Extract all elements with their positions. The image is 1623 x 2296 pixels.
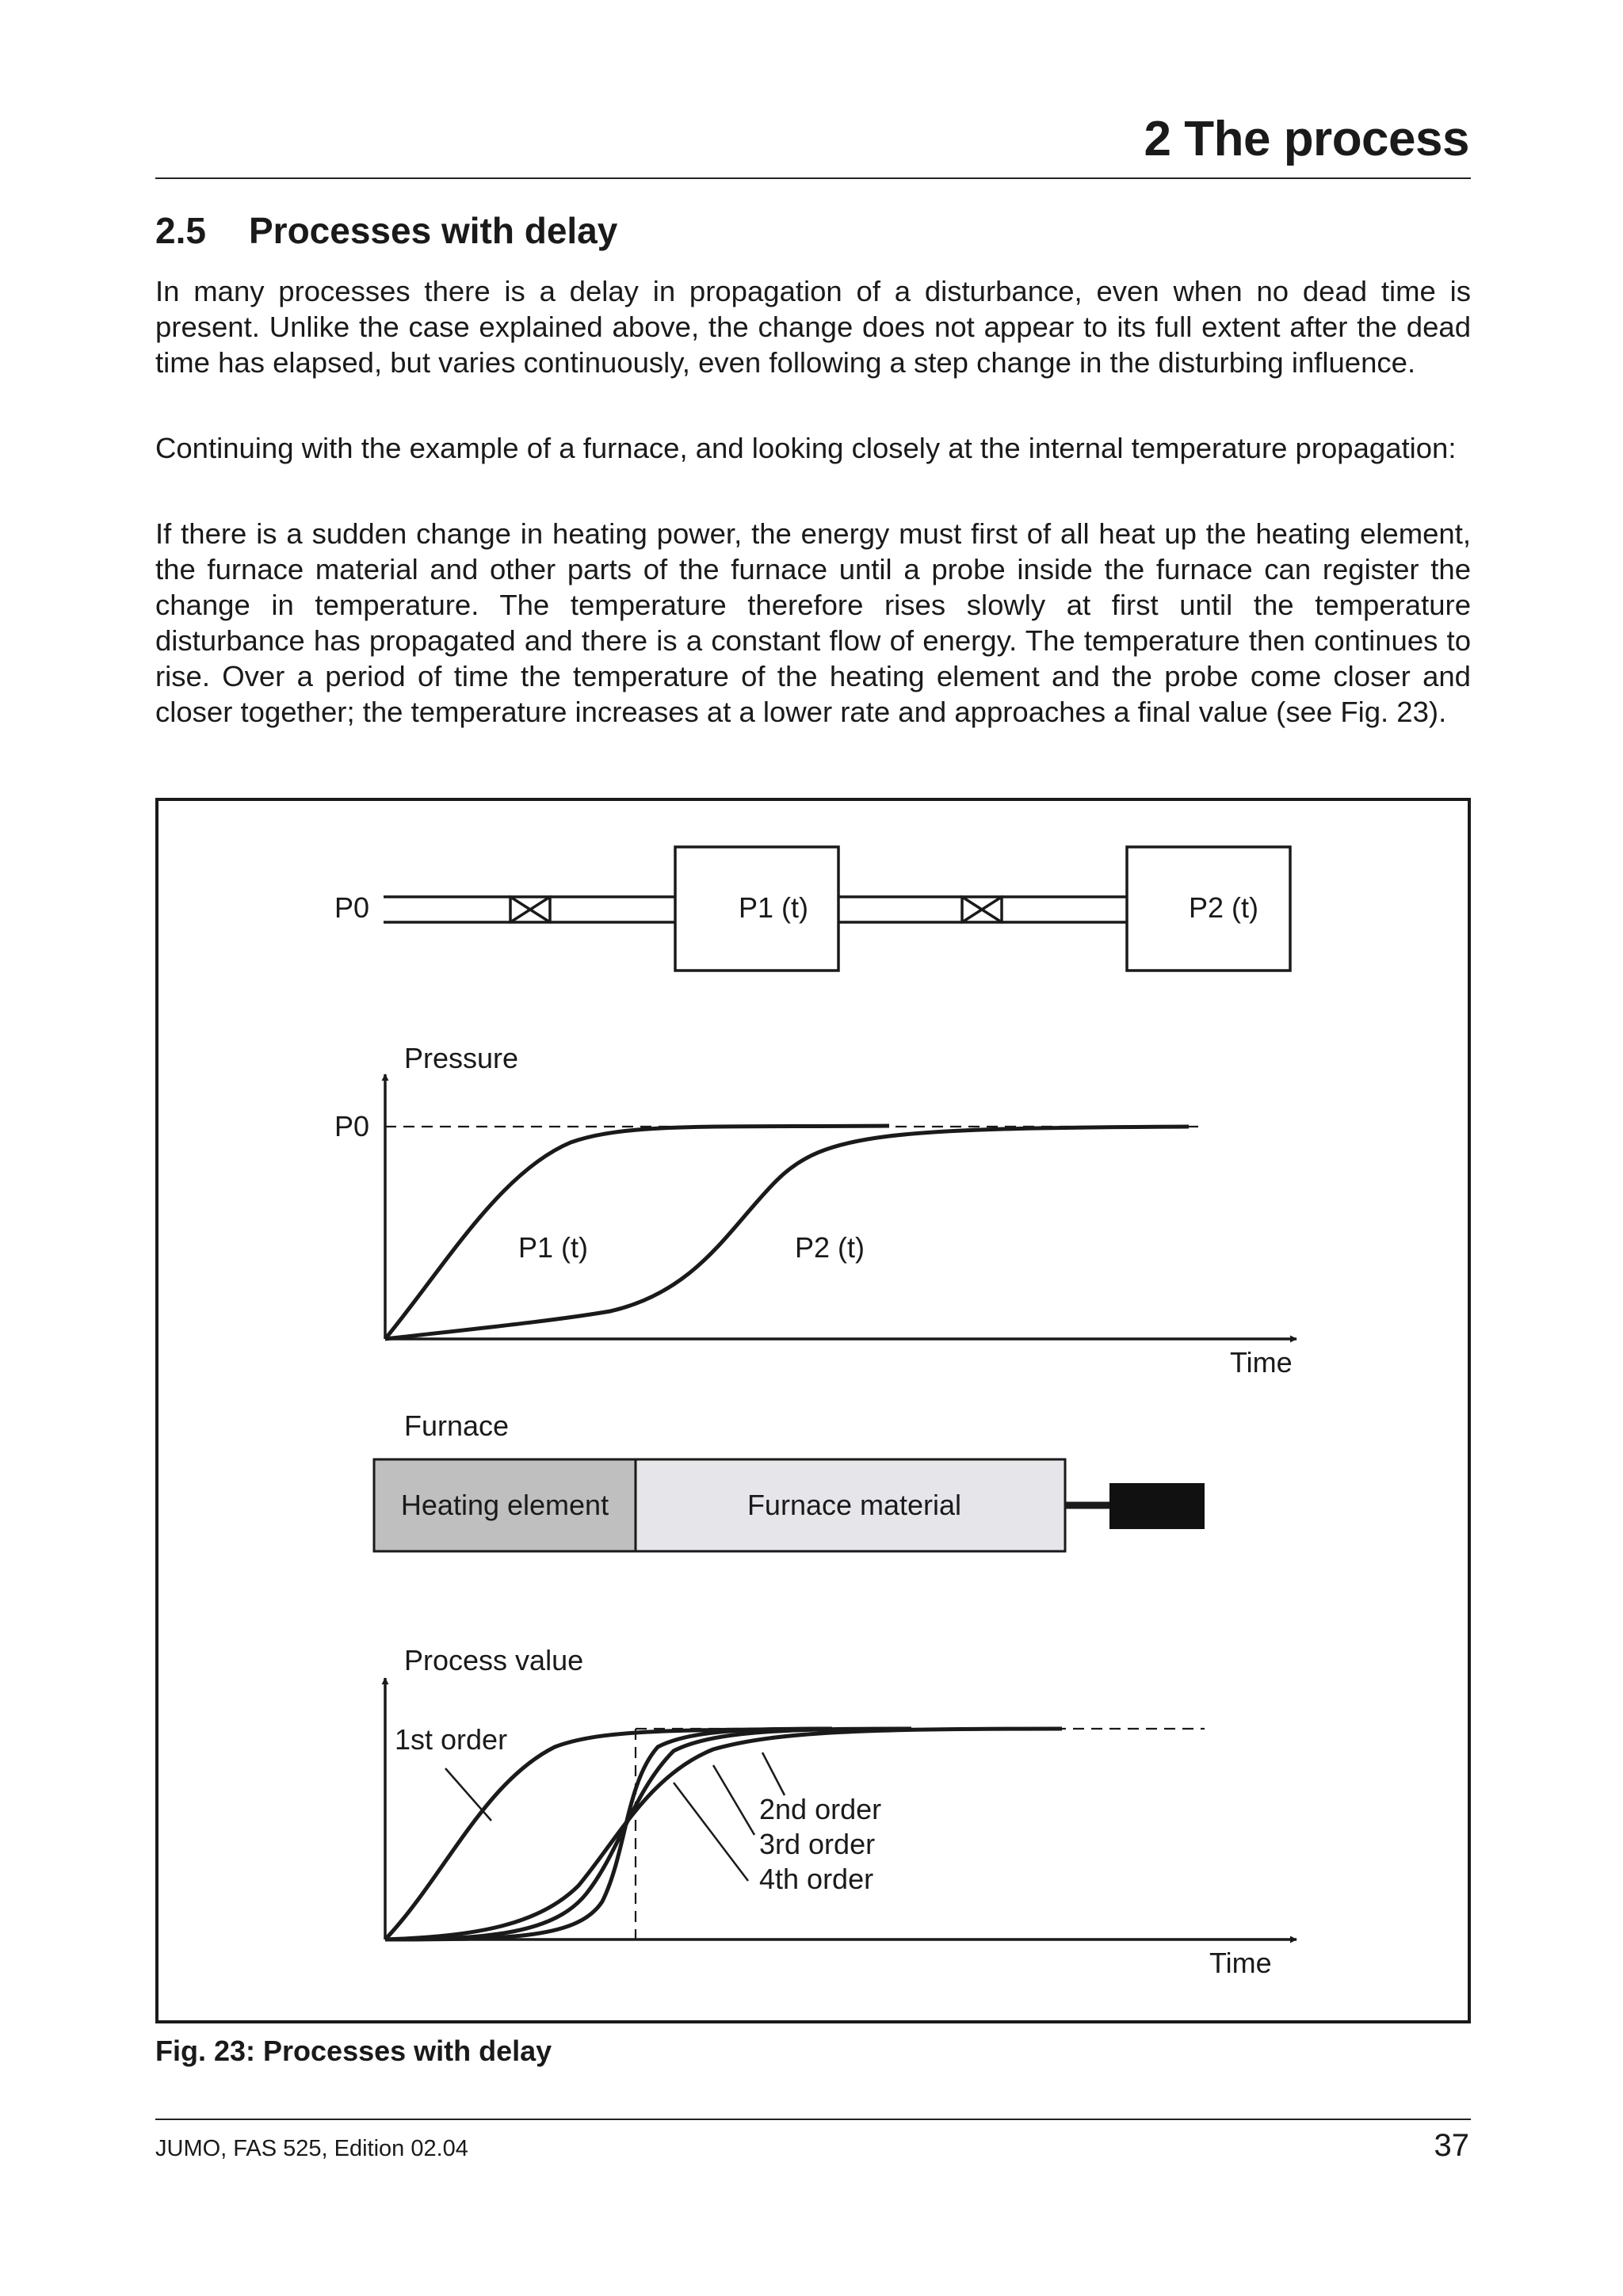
fourth-order-leader [674,1783,748,1881]
figure-23-diagram [155,798,1471,2023]
section-heading [155,209,617,252]
second-order-curve [385,1729,1062,1939]
page-number: 37 [1434,2128,1469,2163]
pressure-final-level-label: P0 [334,1110,370,1142]
furnace-diagram [374,1409,1205,1551]
first-order-leader [445,1768,491,1821]
pressure-y-label: Pressure [404,1042,519,1074]
third-order-label: 3rd order [759,1828,876,1860]
furnace-material-label: Furnace material [747,1489,962,1521]
paragraph-3: If there is a sudden change in heating power, the energy must first of all heat up the heating element, the furnace material and other parts of the furnace until a probe inside the furnace can register the change in temperature. The temperature therefore rises slowly at first until the temperature disturbance has propagated and there is a constant flow of energy. The temperature then continues to rise. Over a period of time the temperature of the heating element and the probe come closer and closer together; the temperature increases at a lower rate and approaches a final value (see Fig. 23). [155,517,1471,728]
second-order-label: 2nd order [759,1793,882,1825]
process-chart [385,1644,1296,1979]
fourth-order-label: 4th order [759,1863,874,1895]
vessel-2-label: P2 (t) [1189,891,1259,924]
third-order-leader [713,1765,754,1835]
section-title: Processes with delay [249,210,618,251]
furnace-title: Furnace [404,1409,510,1442]
section-number: 2.5 [155,210,206,251]
source-label: P0 [334,891,370,924]
pressure-x-label: Time [1230,1346,1293,1379]
chapter-title: 2 The process [1144,112,1469,166]
vessel-1-label: P1 (t) [739,891,809,924]
figure-frame [155,798,1471,2023]
second-order-leader [762,1753,785,1795]
p2-curve [385,1127,1189,1339]
temperature-probe [1109,1483,1205,1529]
vessel-diagram [384,847,1290,971]
paragraph-1: In many processes there is a delay in propagation of a disturbance, even when no dead time is present. Unlike the case explained above, the change does not appear to its full extent after the dead time has elapsed, but varies continuously, even following a step change in the disturbing influence. [155,275,1471,379]
heating-element-label: Heating element [400,1489,609,1521]
process-y-label: Process value [404,1644,584,1676]
footer-rule [155,2119,1471,2120]
footer-publication: JUMO, FAS 525, Edition 02.04 [155,2136,468,2161]
figure-caption: Fig. 23: Processes with delay [155,2035,552,2067]
first-order-label: 1st order [395,1723,508,1756]
p1-curve-label: P1 (t) [518,1231,589,1264]
process-x-label: Time [1209,1947,1272,1979]
p2-curve-label: P2 (t) [795,1231,865,1264]
paragraph-2: Continuing with the example of a furnace, and looking closely at the internal temperature propagation: [155,432,1457,464]
pressure-chart [334,1042,1296,1379]
header-rule [155,177,1471,179]
